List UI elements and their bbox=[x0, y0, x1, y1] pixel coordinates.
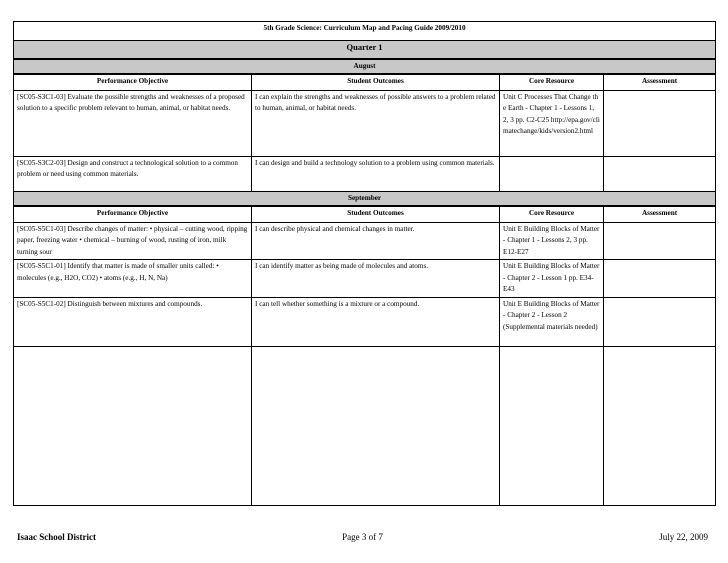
district-name: Isaac School District bbox=[17, 532, 96, 542]
footer-date: July 22, 2009 bbox=[659, 532, 708, 542]
assessment-cell bbox=[604, 260, 716, 298]
page-footer bbox=[17, 532, 708, 546]
month-label: August bbox=[14, 59, 716, 75]
outcome-cell: I can describe physical and chemical changes in matter. bbox=[252, 222, 500, 260]
resource-cell: Unit E Building Blocks of Matter - Chapter 2 - Lesson 1 pp. E34-E43 bbox=[500, 260, 604, 298]
assessment-cell bbox=[604, 90, 716, 156]
outcome-cell: I can identify matter as being made of molecules and atoms. bbox=[252, 260, 500, 298]
resource-cell: Unit C Processes That Change the Earth - Chapter 1 - Lessons 1, 2, 3 pp. C2-C25 http://epa.gov/climatechange/kids/version2.html bbox=[500, 90, 604, 156]
header-resource: Core Resource bbox=[500, 206, 604, 222]
empty-row bbox=[14, 346, 716, 505]
header-resource: Core Resource bbox=[500, 74, 604, 90]
table-row bbox=[14, 156, 716, 191]
objective-cell: [SC05-S5C1-02] Distinguish between mixtures and compounds. bbox=[14, 297, 252, 346]
empty-cell bbox=[14, 346, 252, 505]
assessment-cell bbox=[604, 297, 716, 346]
table-row bbox=[14, 297, 716, 346]
outcome-cell: I can design and build a technology solution to a problem using common materials. bbox=[252, 156, 500, 191]
objective-cell: [SC05-S5C1-01] Identify that matter is made of smaller units called: • molecules (e.g., H2O, CO2) • atoms (e.g., H, N, Na) bbox=[14, 260, 252, 298]
column-header-row bbox=[14, 206, 716, 222]
month-label: September bbox=[14, 191, 716, 206]
empty-cell bbox=[500, 346, 604, 505]
resource-cell bbox=[500, 156, 604, 191]
table-row bbox=[14, 222, 716, 260]
header-objective: Performance Objective bbox=[14, 74, 252, 90]
column-header-row bbox=[14, 74, 716, 90]
quarter-band bbox=[14, 41, 716, 59]
table-row bbox=[14, 260, 716, 298]
objective-cell: [SC05-S5C1-03] Describe changes of matter: • physical – cutting wood, ripping paper, freezing water • chemical – burning of wood, rusting of iron, milk turning sour bbox=[14, 222, 252, 260]
curriculum-table bbox=[13, 21, 716, 506]
header-assessment: Assessment bbox=[604, 74, 716, 90]
month-band-august bbox=[14, 59, 716, 75]
table-row bbox=[14, 90, 716, 156]
outcome-cell: I can tell whether something is a mixture or a compound. bbox=[252, 297, 500, 346]
header-assessment: Assessment bbox=[604, 206, 716, 222]
header-objective: Performance Objective bbox=[14, 206, 252, 222]
empty-cell bbox=[604, 346, 716, 505]
header-outcome: Student Outcomes bbox=[252, 206, 500, 222]
header-outcome: Student Outcomes bbox=[252, 74, 500, 90]
empty-cell bbox=[252, 346, 500, 505]
title-row bbox=[14, 22, 716, 41]
page-number: Page 3 of 7 bbox=[342, 532, 383, 542]
resource-cell: Unit E Building Blocks of Matter - Chapter 2 - Lesson 2 (Supplemental materials needed) bbox=[500, 297, 604, 346]
assessment-cell bbox=[604, 156, 716, 191]
assessment-cell bbox=[604, 222, 716, 260]
resource-cell: Unit E Building Blocks of Matter - Chapter 1 - Lessons 2, 3 pp. E12-E27 bbox=[500, 222, 604, 260]
curriculum-page bbox=[13, 21, 715, 506]
quarter-label: Quarter 1 bbox=[14, 41, 716, 59]
outcome-cell: I can explain the strengths and weaknesses of possible answers to a problem related to human, animal, or habitat needs. bbox=[252, 90, 500, 156]
page-title: 5th Grade Science: Curriculum Map and Pacing Guide 2009/2010 bbox=[14, 22, 716, 41]
objective-cell: [SC05-S3C1-03] Evaluate the possible strengths and weaknesses of a proposed solution to a specific problem relevant to human, animal, or habitat needs. bbox=[14, 90, 252, 156]
objective-cell: [SC05-S3C2-03] Design and construct a technological solution to a common problem or need using common materials. bbox=[14, 156, 252, 191]
month-band-september bbox=[14, 191, 716, 206]
